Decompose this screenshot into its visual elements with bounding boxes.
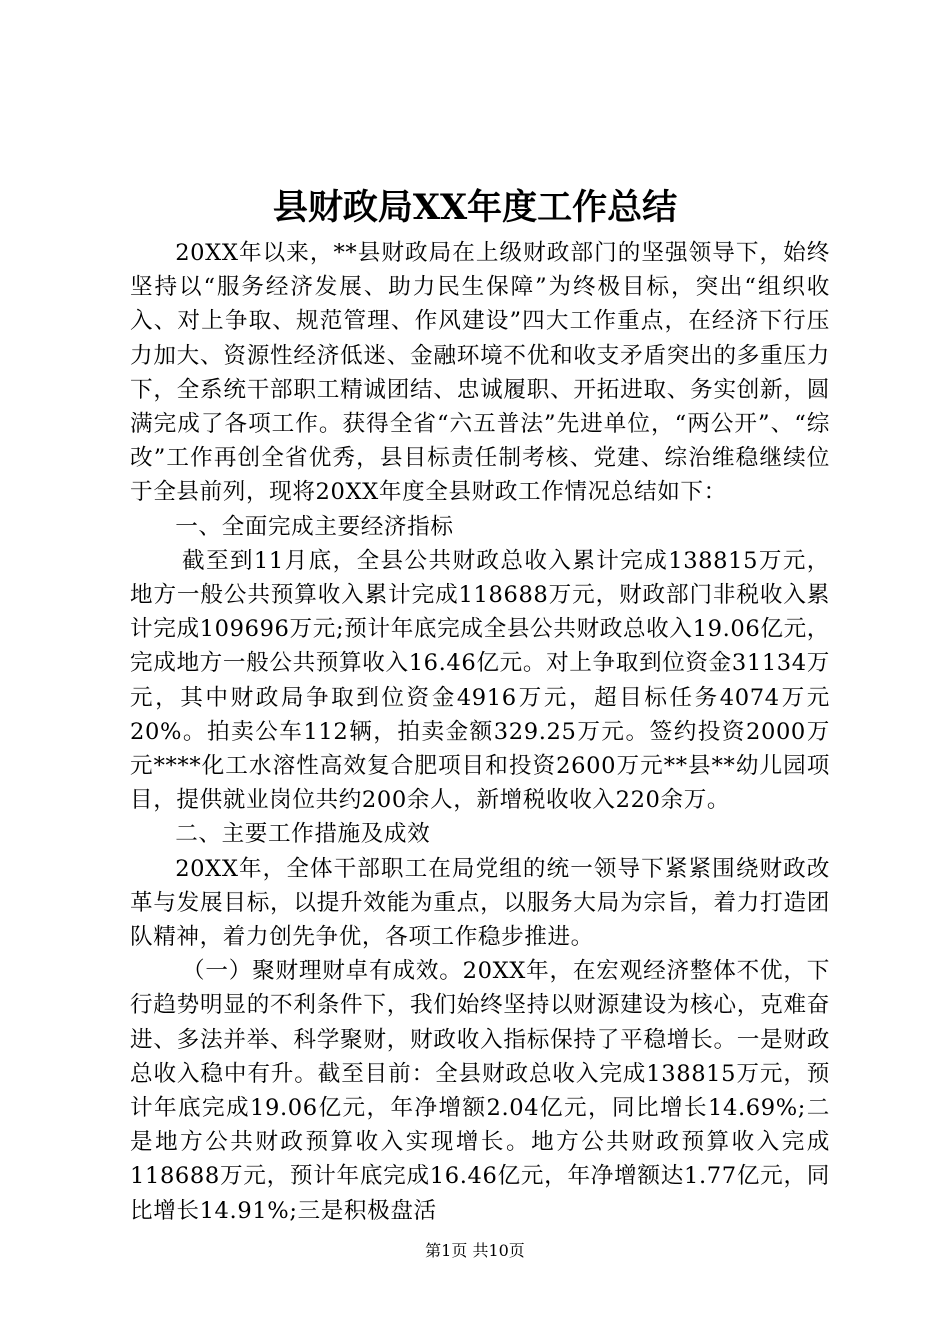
page-footer: 第1页 共10页 (425, 1241, 525, 1260)
measures-paragraph: 20XX年，全体干部职工在局党组的统一领导下紧紧围绕财政改革与发展目标，以提升效能为重点，以服务大局为宗旨，着力打造团队精神，着力创先争优，各项工作稳步推进。 (130, 855, 830, 951)
indicators-paragraph: 截至到11月底，全县公共财政总收入累计完成138815万元，地方一般公共预算收入累计完成118688万元，财政部门非税收入累计完成109696万元;预计年底完成全县公共财政总收入19.06亿元，完成地方一般公共预算收入16.46亿元。对上争取到位资金31134万元，其中财政局争取到位资金4916万元，超目标任务4074万元20%。拍卖公车112辆，拍卖金额329.25万元。签约投资2000万元****化工水溶性高效复合肥项目和投资2600万元**县**幼儿园项目，提供就业岗位共约200余人，新增税收收入220余万。 (130, 547, 830, 814)
section-heading-2: 二、主要工作措施及成效 (175, 821, 431, 848)
document-body (130, 236, 830, 1228)
document-title: 县财政局XX年度工作总结 (272, 187, 678, 228)
revenue-paragraph: （一）聚财理财卓有成效。20XX年，在宏观经济整体不优，下行趋势明显的不利条件下，我们始终坚持以财源建设为核心，克难奋进、多法并举、科学聚财，财政收入指标保持了平稳增长。一是财政总收入稳中有升。截至目前：全县财政总收入完成138815万元，预计年底完成19.06亿元，年净增额2.04亿元，同比增长14.69%;二是地方公共财政预算收入实现增长。地方公共财政预算收入完成118688万元，预计年底完成16.46亿元，年净增额达1.77亿元，同比增长14.91%;三是积极盘活 (130, 958, 830, 1224)
section-heading-1: 一、全面完成主要经济指标 (175, 513, 454, 540)
intro-paragraph: 20XX年以来，**县财政局在上级财政部门的坚强领导下，始终坚持以“服务经济发展、助力民生保障”为终极目标，突出“组织收入、对上争取、规范管理、作风建设”四大工作重点，在经济下行压力加大、资源性经济低迷、金融环境不优和收支矛盾突出的多重压力下，全系统干部职工精诚团结、忠诚履职、开拓进取、务实创新，圆满完成了各项工作。获得全省“六五普法”先进单位，“两公开”、“综改”工作再创全省优秀，县目标责任制考核、党建、综治维稳继续位于全县前列，现将20XX年度全县财政工作情况总结如下： (130, 240, 830, 506)
